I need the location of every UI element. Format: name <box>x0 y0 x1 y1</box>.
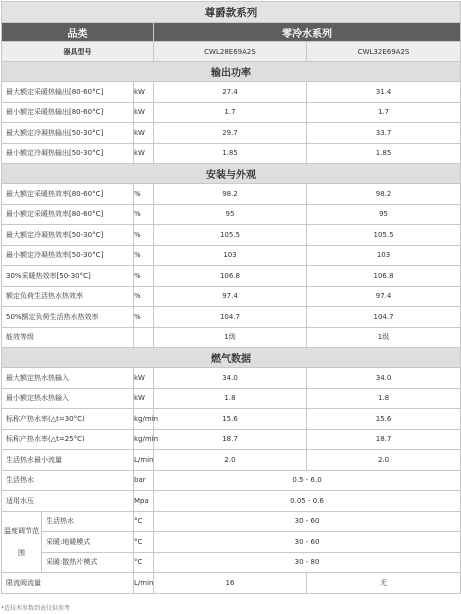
row-value-model-1: 106.8 <box>154 266 307 287</box>
row-value-model-1: 2.0 <box>154 450 307 471</box>
table-row <box>2 286 461 307</box>
row-value-shared: 30 - 60 <box>154 511 461 532</box>
temp-range-row <box>2 532 461 553</box>
row-value-model-2: 1.7 <box>307 102 461 123</box>
row-unit: kW <box>134 143 154 164</box>
row-value-model-1: 105.5 <box>154 225 307 246</box>
row-unit: kW <box>134 102 154 123</box>
row-label: 最小额定热水热输入 <box>2 388 134 409</box>
row-unit: °C <box>134 552 154 573</box>
section-title: 燃气数据 <box>2 348 461 368</box>
model-number-2: CWL32E69A2S <box>307 42 461 62</box>
row-label: 最大额定采暖热输出[80-60°C] <box>2 82 134 103</box>
row-unit: % <box>134 245 154 266</box>
row-label: 最小额定采暖热输出[80-60°C] <box>2 102 134 123</box>
row-unit: % <box>134 225 154 246</box>
table-row <box>2 102 461 123</box>
table-row <box>2 245 461 266</box>
row-value-model-2: 18.7 <box>307 429 461 450</box>
temp-range-row <box>2 552 461 573</box>
row-label: 限流阀流量 <box>2 573 134 594</box>
table-row <box>2 307 461 328</box>
row-value-model-1: 97.4 <box>154 286 307 307</box>
row-label: 50%额定负荷生活热水热效率 <box>2 307 134 328</box>
row-label: 标称产热水率(△t=30°C) <box>2 409 134 430</box>
row-value-model-1: 18.7 <box>154 429 307 450</box>
row-value-model-1: 95 <box>154 204 307 225</box>
table-row <box>2 204 461 225</box>
row-label: 最小额定冷凝热效率[50-30°C] <box>2 245 134 266</box>
row-value-model-2: 1.8 <box>307 388 461 409</box>
row-value-shared: 30 - 80 <box>154 552 461 573</box>
row-value-model-2: 1.85 <box>307 143 461 164</box>
row-unit: °C <box>134 511 154 532</box>
row-value-model-1: 29.7 <box>154 123 307 144</box>
row-label: 生活热水最小流量 <box>2 450 134 471</box>
table-row <box>2 409 461 430</box>
model-number-label: 器具型号 <box>2 42 154 62</box>
row-value-shared: 30 - 60 <box>154 532 461 553</box>
row-value-model-1: 1级 <box>154 327 307 348</box>
row-label: 最大额定冷凝热输出[50-30°C] <box>2 123 134 144</box>
row-unit: % <box>134 307 154 328</box>
row-unit: Mpa <box>134 491 154 512</box>
temp-range-group-label: 温度调节范围 <box>2 511 42 573</box>
row-value-model-1: 1.8 <box>154 388 307 409</box>
row-value-model-2: 无 <box>307 573 461 594</box>
table-row <box>2 82 461 103</box>
row-unit: % <box>134 286 154 307</box>
table-row-merged <box>2 470 461 491</box>
row-value-model-2: 33.7 <box>307 123 461 144</box>
row-unit: bar <box>134 470 154 491</box>
row-label: 生活热水 <box>2 470 134 491</box>
row-unit: % <box>134 184 154 205</box>
row-value-model-2: 2.0 <box>307 450 461 471</box>
row-value-model-1: 1.85 <box>154 143 307 164</box>
category-header: 品类 <box>2 23 154 42</box>
row-label: 采暖:地暖模式 <box>42 532 134 553</box>
section-title: 输出功率 <box>2 62 461 82</box>
row-value-model-2: 104.7 <box>307 307 461 328</box>
row-value-model-2: 106.8 <box>307 266 461 287</box>
row-label: 最大额定采暖热效率[80-60°C] <box>2 184 134 205</box>
row-value-model-2: 31.4 <box>307 82 461 103</box>
row-unit: % <box>134 266 154 287</box>
row-value-model-1: 27.4 <box>154 82 307 103</box>
row-value-model-2: 97.4 <box>307 286 461 307</box>
table-row <box>2 327 461 348</box>
row-value-model-1: 1.7 <box>154 102 307 123</box>
row-value-model-1: 98.2 <box>154 184 307 205</box>
row-unit: kW <box>134 123 154 144</box>
series-header: 零冷水系列 <box>154 23 461 42</box>
table-title: 尊爵款系列 <box>2 2 461 23</box>
table-title-row <box>2 2 461 23</box>
row-unit: % <box>134 204 154 225</box>
table-row <box>2 143 461 164</box>
table-row <box>2 225 461 246</box>
row-value-model-2: 98.2 <box>307 184 461 205</box>
row-value-model-1: 103 <box>154 245 307 266</box>
row-label: 最大额定热水热输入 <box>2 368 134 389</box>
row-label: 额定负荷生活热水热效率 <box>2 286 134 307</box>
row-value-model-2: 105.5 <box>307 225 461 246</box>
row-label: 30%采暖热效率[50-30°C] <box>2 266 134 287</box>
row-value-model-1: 34.0 <box>154 368 307 389</box>
table-row <box>2 429 461 450</box>
row-value-model-2: 95 <box>307 204 461 225</box>
table-row-merged <box>2 491 461 512</box>
model-number-row <box>2 42 461 62</box>
row-label: 生活热水 <box>42 511 134 532</box>
row-unit: kW <box>134 82 154 103</box>
row-value-shared: 0.05 - 0.6 <box>154 491 461 512</box>
section-title: 安装与外观 <box>2 164 461 184</box>
series-header-row <box>2 23 461 42</box>
table-row <box>2 368 461 389</box>
section-header <box>2 348 461 368</box>
table-row <box>2 123 461 144</box>
row-unit: kW <box>134 388 154 409</box>
row-value-model-2: 1级 <box>307 327 461 348</box>
row-unit: L/min <box>134 450 154 471</box>
table-row <box>2 573 461 594</box>
spec-table <box>1 1 461 594</box>
row-value-shared: 0.5 - 6.0 <box>154 470 461 491</box>
row-label: 最小额定冷凝热输出[50-30°C] <box>2 143 134 164</box>
row-value-model-1: 16 <box>154 573 307 594</box>
row-label: 最大额定冷凝热效率[50-30°C] <box>2 225 134 246</box>
row-value-model-1: 104.7 <box>154 307 307 328</box>
row-label: 能效等级 <box>2 327 134 348</box>
row-label: 标称产热水率(△t=25°C) <box>2 429 134 450</box>
row-value-model-2: 103 <box>307 245 461 266</box>
footnote: *适技术参数到表仅供参考 <box>1 605 71 612</box>
row-label: 采暖:散热片模式 <box>42 552 134 573</box>
row-value-model-2: 15.6 <box>307 409 461 430</box>
temp-range-row <box>2 511 461 532</box>
row-unit: kg/min <box>134 429 154 450</box>
row-unit: kg/min <box>134 409 154 430</box>
section-header <box>2 164 461 184</box>
row-value-model-2: 34.0 <box>307 368 461 389</box>
table-row <box>2 266 461 287</box>
row-label: 适用水压 <box>2 491 134 512</box>
table-row <box>2 388 461 409</box>
table-row <box>2 450 461 471</box>
row-unit: °C <box>134 532 154 553</box>
row-value-model-1: 15.6 <box>154 409 307 430</box>
section-header <box>2 62 461 82</box>
row-unit <box>134 327 154 348</box>
model-number-1: CWL28E69A2S <box>154 42 307 62</box>
row-unit: L/min <box>134 573 154 594</box>
row-label: 最小额定采暖热效率[80-60°C] <box>2 204 134 225</box>
table-row <box>2 184 461 205</box>
row-unit: kW <box>134 368 154 389</box>
